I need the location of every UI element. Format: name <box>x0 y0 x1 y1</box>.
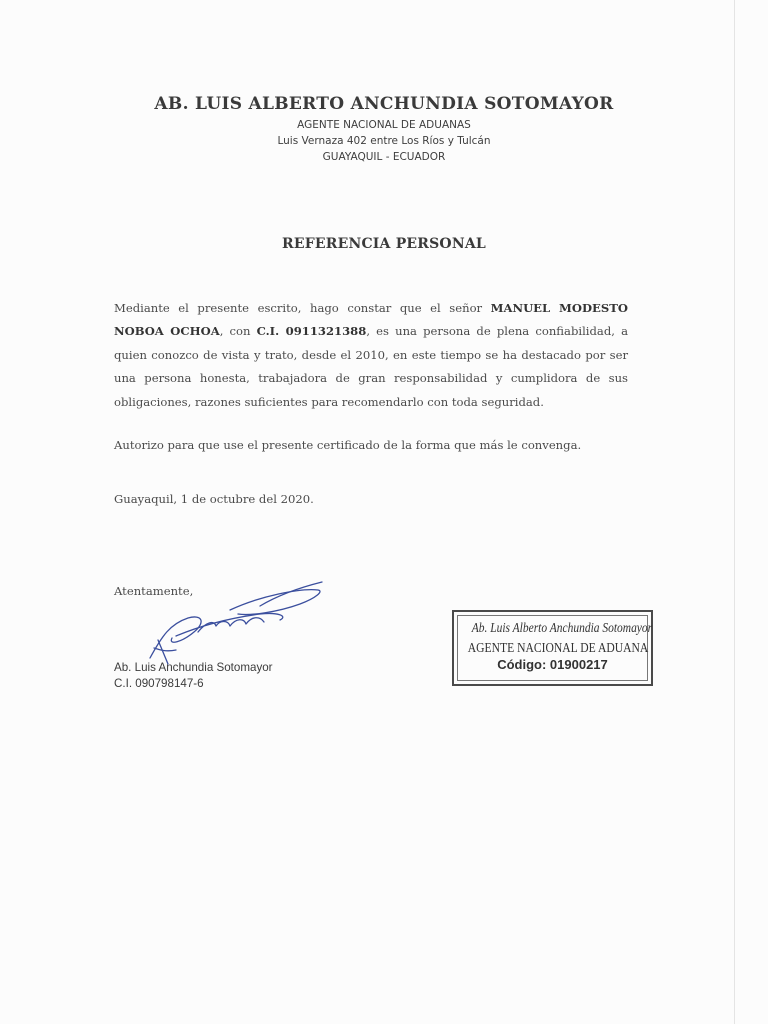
letterhead-role: AGENTE NACIONAL DE ADUANAS <box>297 119 471 131</box>
letterhead-name: AB. LUIS ALBERTO ANCHUNDIA SOTOMAYOR <box>154 94 614 114</box>
document-title: REFERENCIA PERSONAL <box>282 236 486 252</box>
stamp-name: Ab. Luis Alberto Anchundia Sotomayor <box>471 621 653 636</box>
letterhead <box>0 94 768 165</box>
person-id: C.I. 0911321388 <box>256 324 367 339</box>
reference-paragraph <box>114 297 628 414</box>
person-name: MANUEL MODESTO NOBOA OCHOA <box>114 301 628 339</box>
stamp-role: AGENTE NACIONAL DE ADUANA <box>467 640 649 655</box>
paragraph-text-b: , con <box>219 324 257 339</box>
signer-block <box>114 660 273 692</box>
stamp-code: Código: 01900217 <box>497 657 608 672</box>
paragraph-text-a: Mediante el presente escrito, hago constar que el señor <box>114 301 491 315</box>
authorization-paragraph: Autorizo para que use el presente certificado de la forma que más le convenga. <box>114 438 582 452</box>
signer-id: C.I. 090798147-6 <box>114 677 204 690</box>
signer-name: Ab. Luis Anchundia Sotomayor <box>114 661 273 674</box>
letterhead-address: Luis Vernaza 402 entre Los Ríos y Tulcán <box>277 135 491 147</box>
official-stamp <box>452 610 653 686</box>
closing-salutation: Atentamente, <box>114 584 194 598</box>
letterhead-city: GUAYAQUIL - ECUADOR <box>322 151 446 163</box>
place-date: Guayaquil, 1 de octubre del 2020. <box>114 492 314 506</box>
paragraph-text-c: , es una persona de plena confiabilidad, a quien conozco de vista y trato, desde el 2010, en este tiempo se ha destacado por ser una persona honesta, trabajadora de gran responsabilidad y cumplidora de sus obligaciones, razones suficientes para recomendarlo con toda seguridad. <box>114 324 628 409</box>
